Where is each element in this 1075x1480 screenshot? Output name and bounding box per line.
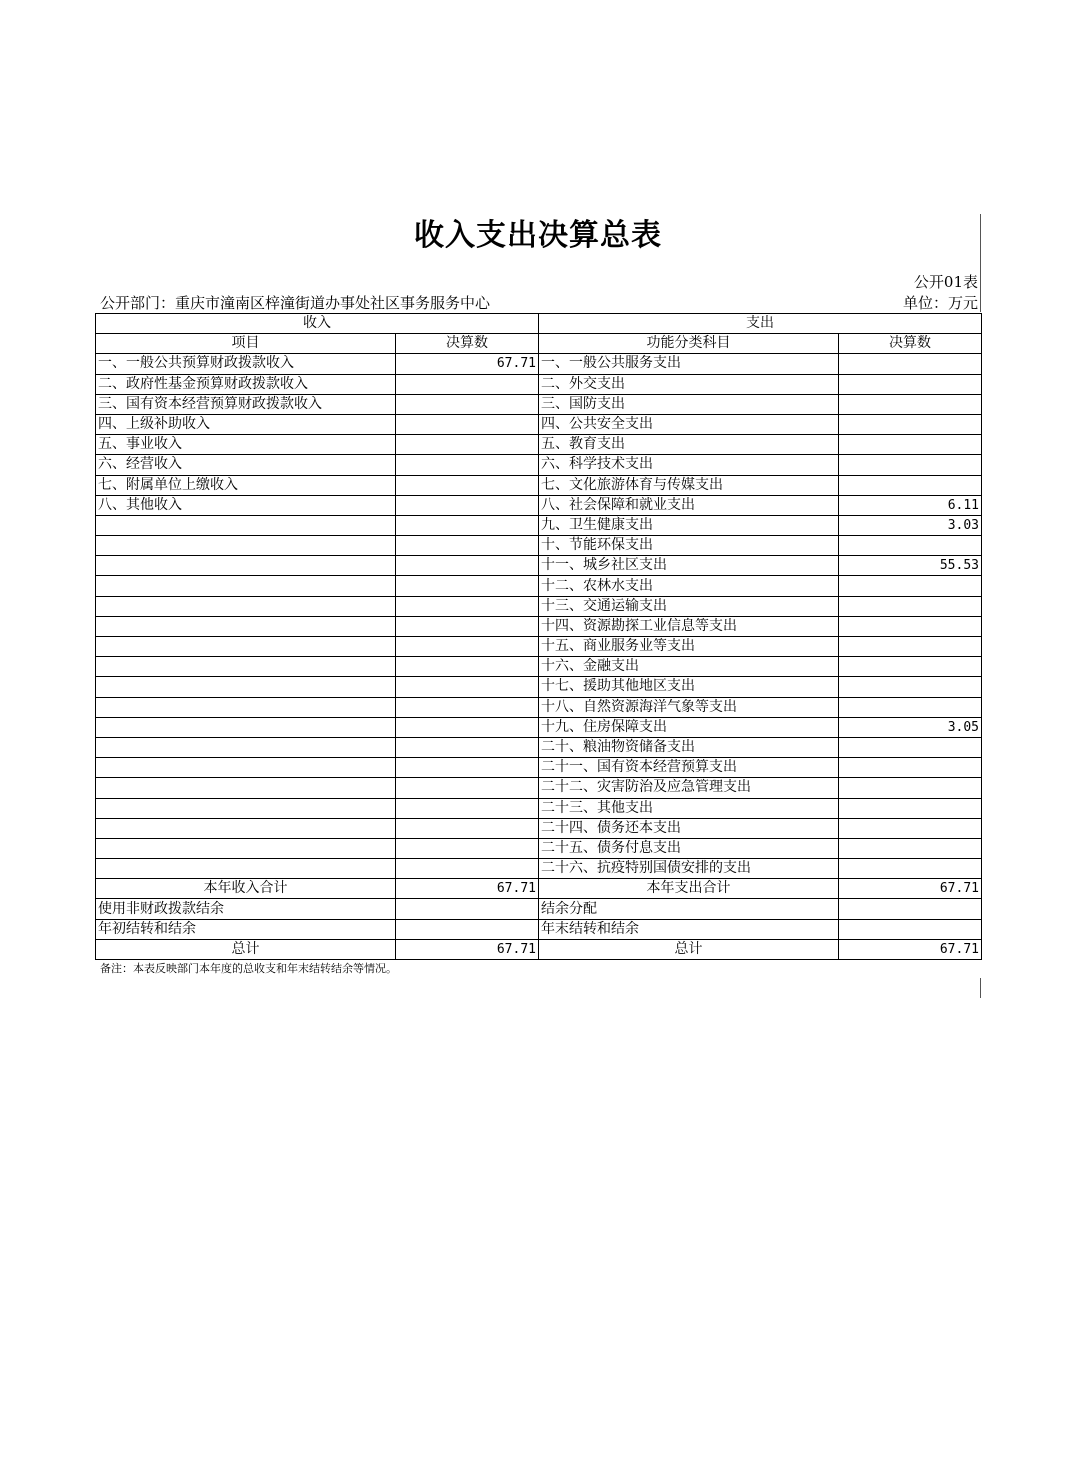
expense-amount-cell: 3.03 — [839, 515, 982, 535]
expense-section-header: 支出 — [539, 314, 982, 334]
income-amount-cell — [396, 374, 539, 394]
unit-label: 单位：万元 — [902, 294, 978, 312]
income-item-cell — [96, 717, 396, 737]
expense-item-cell: 十四、资源勘探工业信息等支出 — [539, 616, 839, 636]
table-row — [96, 737, 982, 757]
expense-item-cell: 二十三、其他支出 — [539, 798, 839, 818]
table-row — [96, 394, 982, 414]
expense-item-cell: 八、社会保障和就业支出 — [539, 495, 839, 515]
expense-amount-cell — [839, 435, 982, 455]
expense-amount-cell — [839, 596, 982, 616]
footnote: 备注：本表反映部门本年度的总收支和年末结转结余等情况。 — [100, 962, 397, 975]
income-amount-cell — [396, 475, 539, 495]
table-row — [96, 859, 982, 879]
expense-item-cell: 十八、自然资源海洋气象等支出 — [539, 697, 839, 717]
table-row — [96, 374, 982, 394]
income-amount-cell: 67.71 — [396, 354, 539, 374]
expense-amount-cell: 55.53 — [839, 556, 982, 576]
page-title: 收入支出决算总表 — [414, 218, 662, 253]
expense-item-cell: 十七、援助其他地区支出 — [539, 677, 839, 697]
budget-table — [95, 313, 982, 960]
table-row — [96, 515, 982, 535]
income-item-cell — [96, 838, 396, 858]
expense-amount-cell — [839, 394, 982, 414]
income-amount-cell — [396, 798, 539, 818]
header-row-sections — [96, 314, 982, 334]
expense-amount-cell — [839, 737, 982, 757]
income-item-cell — [96, 859, 396, 879]
expense-amount-cell — [839, 637, 982, 657]
surplus-dist-value — [839, 899, 982, 919]
expense-item-cell: 四、公共安全支出 — [539, 414, 839, 434]
income-item-cell: 六、经营收入 — [96, 455, 396, 475]
income-item-cell: 八、其他收入 — [96, 495, 396, 515]
income-item-cell — [96, 637, 396, 657]
table-row — [96, 818, 982, 838]
form-code: 公开01表 — [913, 273, 978, 291]
end-carryover-label: 年末结转和结余 — [539, 919, 839, 939]
expense-item-cell: 二十、粮油物资储备支出 — [539, 737, 839, 757]
end-carryover-value — [839, 919, 982, 939]
surplus-dist-label: 结余分配 — [539, 899, 839, 919]
table-row — [96, 354, 982, 374]
income-amount-cell — [396, 758, 539, 778]
income-item-cell — [96, 778, 396, 798]
income-amount-cell — [396, 414, 539, 434]
income-item-cell — [96, 536, 396, 556]
expense-amount-cell — [839, 818, 982, 838]
income-amount-cell — [396, 616, 539, 636]
expense-item-cell: 十五、商业服务业等支出 — [539, 637, 839, 657]
income-item-cell — [96, 576, 396, 596]
expense-amount-cell — [839, 576, 982, 596]
table-row — [96, 475, 982, 495]
expense-amount-cell: 3.05 — [839, 717, 982, 737]
income-item-cell — [96, 818, 396, 838]
summary-row-totals — [96, 879, 982, 899]
grand-total-value-left: 67.71 — [396, 939, 539, 959]
expense-amount-cell — [839, 374, 982, 394]
expense-item-cell: 六、科学技术支出 — [539, 455, 839, 475]
income-item-cell — [96, 596, 396, 616]
table-row — [96, 556, 982, 576]
expense-amount-cell — [839, 354, 982, 374]
table-row — [96, 495, 982, 515]
table-row — [96, 758, 982, 778]
income-amount-cell — [396, 717, 539, 737]
table-row — [96, 536, 982, 556]
income-item-cell — [96, 737, 396, 757]
expense-amount-cell — [839, 616, 982, 636]
summary-row-nonfiscal — [96, 899, 982, 919]
income-section-header: 收入 — [96, 314, 539, 334]
expense-total-value: 67.71 — [839, 879, 982, 899]
income-amount-cell — [396, 495, 539, 515]
income-amount-cell — [396, 536, 539, 556]
expense-amount-cell — [839, 475, 982, 495]
expense-item-cell: 九、卫生健康支出 — [539, 515, 839, 535]
table-row — [96, 616, 982, 636]
expense-amount-cell — [839, 697, 982, 717]
income-item-cell — [96, 616, 396, 636]
income-total-value: 67.71 — [396, 879, 539, 899]
expense-amount-cell — [839, 778, 982, 798]
expense-item-cell: 十二、农林水支出 — [539, 576, 839, 596]
expense-item-cell: 二十六、抗疫特别国债安排的支出 — [539, 859, 839, 879]
col-header-item: 项目 — [96, 334, 396, 354]
col-header-amount2: 决算数 — [839, 334, 982, 354]
begin-carryover-label: 年初结转和结余 — [96, 919, 396, 939]
expense-amount-cell — [839, 859, 982, 879]
header-row-columns — [96, 334, 982, 354]
expense-item-cell: 二、外交支出 — [539, 374, 839, 394]
col-header-func-item: 功能分类科目 — [539, 334, 839, 354]
income-amount-cell — [396, 838, 539, 858]
expense-amount-cell — [839, 536, 982, 556]
expense-amount-cell — [839, 838, 982, 858]
summary-row-grand-total — [96, 939, 982, 959]
page-edge-line-top — [980, 214, 981, 312]
table-row — [96, 435, 982, 455]
table-row — [96, 838, 982, 858]
table-row — [96, 677, 982, 697]
nonfiscal-value — [396, 899, 539, 919]
income-amount-cell — [396, 435, 539, 455]
department-label: 公开部门：重庆市潼南区梓潼街道办事处社区事务服务中心 — [100, 294, 491, 312]
income-item-cell: 一、一般公共预算财政拨款收入 — [96, 354, 396, 374]
table-row — [96, 778, 982, 798]
expense-amount-cell — [839, 657, 982, 677]
table-row — [96, 414, 982, 434]
income-amount-cell — [396, 778, 539, 798]
income-item-cell: 五、事业收入 — [96, 435, 396, 455]
income-item-cell — [96, 758, 396, 778]
income-amount-cell — [396, 818, 539, 838]
expense-item-cell: 二十五、债务付息支出 — [539, 838, 839, 858]
expense-amount-cell — [839, 758, 982, 778]
income-amount-cell — [396, 556, 539, 576]
income-amount-cell — [396, 637, 539, 657]
income-item-cell: 三、国有资本经营预算财政拨款收入 — [96, 394, 396, 414]
income-item-cell: 七、附属单位上缴收入 — [96, 475, 396, 495]
expense-item-cell: 十九、住房保障支出 — [539, 717, 839, 737]
income-total-label: 本年收入合计 — [96, 879, 396, 899]
income-item-cell — [96, 677, 396, 697]
expense-item-cell: 十、节能环保支出 — [539, 536, 839, 556]
income-amount-cell — [396, 515, 539, 535]
expense-item-cell: 十六、金融支出 — [539, 657, 839, 677]
expense-item-cell: 二十四、债务还本支出 — [539, 818, 839, 838]
income-item-cell — [96, 697, 396, 717]
income-item-cell: 四、上级补助收入 — [96, 414, 396, 434]
income-amount-cell — [396, 596, 539, 616]
summary-row-carryover — [96, 919, 982, 939]
income-amount-cell — [396, 455, 539, 475]
expense-item-cell: 一、一般公共服务支出 — [539, 354, 839, 374]
expense-amount-cell — [839, 414, 982, 434]
income-item-cell — [96, 798, 396, 818]
expense-total-label: 本年支出合计 — [539, 879, 839, 899]
table-row — [96, 637, 982, 657]
table-row — [96, 596, 982, 616]
table-row — [96, 697, 982, 717]
income-amount-cell — [396, 576, 539, 596]
income-amount-cell — [396, 737, 539, 757]
income-amount-cell — [396, 677, 539, 697]
col-header-amount: 决算数 — [396, 334, 539, 354]
grand-total-value-right: 67.71 — [839, 939, 982, 959]
income-amount-cell — [396, 697, 539, 717]
page-edge-line-bottom — [980, 978, 981, 998]
expense-amount-cell: 6.11 — [839, 495, 982, 515]
expense-item-cell: 三、国防支出 — [539, 394, 839, 414]
expense-item-cell: 二十一、国有资本经营预算支出 — [539, 758, 839, 778]
expense-amount-cell — [839, 677, 982, 697]
expense-amount-cell — [839, 455, 982, 475]
table-row — [96, 455, 982, 475]
expense-item-cell: 七、文化旅游体育与传媒支出 — [539, 475, 839, 495]
income-item-cell — [96, 657, 396, 677]
expense-item-cell: 十一、城乡社区支出 — [539, 556, 839, 576]
expense-amount-cell — [839, 798, 982, 818]
begin-carryover-value — [396, 919, 539, 939]
expense-item-cell: 五、教育支出 — [539, 435, 839, 455]
table-row — [96, 798, 982, 818]
grand-total-label-right: 总计 — [539, 939, 839, 959]
income-item-cell — [96, 515, 396, 535]
expense-item-cell: 二十二、灾害防治及应急管理支出 — [539, 778, 839, 798]
income-amount-cell — [396, 859, 539, 879]
income-amount-cell — [396, 657, 539, 677]
income-item-cell: 二、政府性基金预算财政拨款收入 — [96, 374, 396, 394]
table-row — [96, 717, 982, 737]
income-item-cell — [96, 556, 396, 576]
table-row — [96, 576, 982, 596]
nonfiscal-label: 使用非财政拨款结余 — [96, 899, 396, 919]
income-amount-cell — [396, 394, 539, 414]
expense-item-cell: 十三、交通运输支出 — [539, 596, 839, 616]
table-row — [96, 657, 982, 677]
grand-total-label-left: 总计 — [96, 939, 396, 959]
